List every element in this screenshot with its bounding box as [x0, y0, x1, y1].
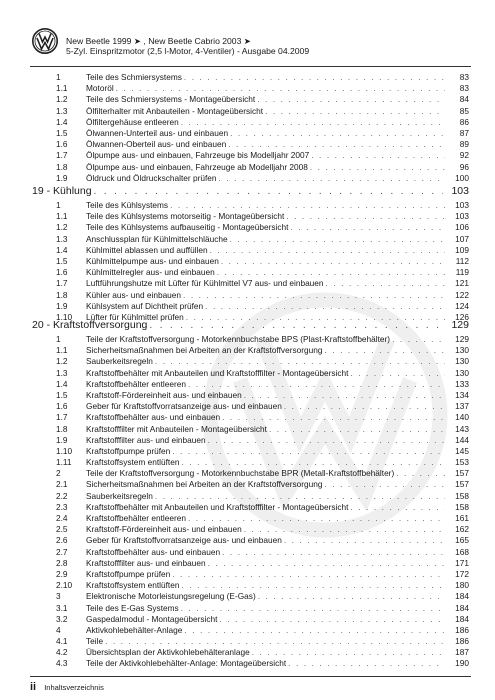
- entry-title: Kraftstoffbehälter entleeren: [86, 378, 186, 389]
- entry-page: 124: [455, 300, 469, 311]
- entry-number: 2.2: [56, 490, 68, 501]
- vw-logo-icon: [32, 28, 58, 54]
- entry-number: 1.6: [56, 139, 68, 150]
- header-line-2: 5-Zyl. Einspritzmotor (2,5 l-Motor, 4-Ventiler) - Ausgabe 04.2009: [66, 46, 310, 56]
- entry-title: Geber für Kraftstoffvorratsanzeige aus- und einbauen: [86, 401, 282, 412]
- leader-dots: [284, 535, 445, 546]
- leader-dots: [230, 234, 445, 245]
- toc-entry[interactable]: [56, 513, 469, 524]
- leader-dots: [350, 502, 445, 513]
- toc-entry[interactable]: [56, 234, 469, 245]
- leader-dots: [326, 278, 445, 289]
- entry-number: 3.2: [56, 613, 68, 624]
- toc-entry[interactable]: [56, 222, 469, 233]
- toc-entry[interactable]: [56, 94, 469, 105]
- toc-entry[interactable]: [56, 278, 469, 289]
- entry-page: 162: [455, 524, 469, 535]
- leader-dots: [222, 412, 445, 423]
- toc-entry[interactable]: [56, 603, 469, 614]
- entry-title: Kraftstoffsystem entlüften: [86, 580, 180, 591]
- entry-page: 158: [455, 501, 469, 512]
- entry-number: 4.2: [56, 647, 68, 658]
- chapter-page: 103: [451, 185, 469, 197]
- entry-number: 1.4: [56, 116, 68, 127]
- toc-entry[interactable]: [56, 446, 469, 457]
- chapter-title: 19 - Kühlung: [32, 185, 92, 197]
- page-footer: [30, 681, 104, 693]
- entry-title: Sauberkeitsregeln: [86, 356, 153, 367]
- leader-dots: [350, 368, 445, 379]
- toc-entry[interactable]: [56, 569, 469, 580]
- entry-page: 103: [455, 200, 469, 210]
- entry-title: Geber für Kraftstoffvorratsanzeige aus- und einbauen: [86, 535, 282, 546]
- entry-title: Ölpumpe aus- und einbauen, Fahrzeuge ab Modelljahr 2008: [86, 161, 308, 172]
- entry-page: 172: [455, 568, 469, 579]
- leader-dots: [155, 356, 445, 367]
- entry-number: 1.1: [56, 345, 68, 356]
- entry-title: Ölfiltergehäuse entleeren: [86, 116, 179, 127]
- entry-number: 4.1: [56, 636, 68, 647]
- toc-entry[interactable]: [56, 535, 469, 546]
- toc-entry[interactable]: [56, 636, 469, 647]
- leader-dots: [208, 435, 445, 446]
- entry-title: Ölfilterhalter mit Anbauteilen - Montageübersicht: [86, 105, 264, 116]
- entry-page: 184: [455, 613, 469, 624]
- entry-page: 157: [455, 479, 469, 490]
- entry-number: 1.10: [56, 311, 73, 322]
- leader-dots: [181, 580, 445, 591]
- entry-page: 161: [455, 513, 469, 523]
- entry-title: Kraftstoff-Fördereinheit aus- und einbauen: [86, 524, 242, 535]
- toc-entry[interactable]: [56, 647, 469, 658]
- entry-number: 2.3: [56, 501, 68, 512]
- leader-dots: [252, 647, 445, 658]
- toc-entry[interactable]: [56, 117, 469, 128]
- entry-page: 109: [455, 244, 469, 255]
- entry-number: 2: [56, 468, 61, 479]
- leader-dots: [257, 94, 445, 105]
- entry-title: Sicherheitsmaßnahmen bei Arbeiten an der Kraftstoffversorgung: [86, 345, 323, 356]
- entry-page: 84: [459, 94, 469, 105]
- chapter-20-entry[interactable]: [32, 318, 469, 332]
- entry-number: 1.1: [56, 211, 68, 222]
- entry-title: Luftführungshutze mit Lüfter für Kühlmittel V7 aus- und einbauen: [86, 278, 324, 289]
- entry-page: 126: [455, 311, 469, 322]
- entry-number: 1.7: [56, 412, 68, 423]
- toc-entry[interactable]: [56, 245, 469, 256]
- entry-title: Kraftstoffsystem entlüften: [86, 457, 180, 468]
- entry-title: Kühlsystem auf Dichtheit prüfen: [86, 300, 204, 311]
- leader-dots: [210, 245, 445, 256]
- toc-section-schmiersystem: [56, 72, 469, 184]
- entry-title: Teile des Kühlsystems motorseitig - Montageübersicht: [86, 211, 285, 222]
- entry-page: 107: [455, 233, 469, 244]
- entry-number: 1.3: [56, 233, 68, 244]
- toc-entry[interactable]: [56, 580, 469, 591]
- entry-page: 153: [455, 457, 469, 468]
- toc-entry[interactable]: [56, 128, 469, 139]
- toc-entry[interactable]: [56, 502, 469, 513]
- entry-number: 2.4: [56, 513, 68, 523]
- entry-title: Kraftstoffpumpe prüfen: [86, 568, 171, 579]
- toc-entry[interactable]: [56, 173, 469, 184]
- toc-entry[interactable]: [56, 625, 469, 636]
- toc-entry[interactable]: [56, 524, 469, 535]
- toc-entry[interactable]: [56, 211, 469, 222]
- entry-page: 100: [455, 172, 469, 183]
- entry-title: Kraftstoffbehälter mit Anbauteilen und Kraftstofffilter - Montageübersicht: [86, 501, 349, 512]
- entry-title: Kraftstoffbehälter entleeren: [86, 513, 186, 523]
- entry-page: 171: [455, 557, 469, 568]
- entry-number: 1.5: [56, 389, 68, 400]
- toc-section-kuehlung: [56, 200, 469, 323]
- entry-title: Kraftstoffbehälter aus- und einbauen: [86, 546, 221, 557]
- entry-title: Kühler aus- und einbauen: [86, 289, 182, 300]
- entry-number: 2.8: [56, 557, 68, 568]
- entry-page: 92: [459, 150, 469, 161]
- entry-page: 106: [455, 222, 469, 233]
- toc-entry[interactable]: [56, 267, 469, 278]
- chapter-19-entry[interactable]: [32, 184, 469, 198]
- entry-title: Ölpumpe aus- und einbauen, Fahrzeuge bis Modelljahr 2007: [86, 150, 310, 161]
- entry-number: 1.9: [56, 172, 68, 183]
- entry-title: Kraftstofffilter aus- und einbauen: [86, 434, 206, 445]
- entry-title: Öldruck und Öldruckschalter prüfen: [86, 172, 217, 183]
- leader-dots: [324, 345, 445, 356]
- entry-page: 119: [455, 267, 469, 278]
- leader-dots: [170, 200, 445, 211]
- toc-entry[interactable]: [56, 345, 469, 356]
- entry-page: 140: [455, 412, 469, 423]
- leader-dots: [286, 211, 445, 222]
- leader-dots: [219, 173, 445, 184]
- entry-number: 3: [56, 591, 61, 602]
- toc-entry[interactable]: [56, 334, 469, 345]
- entry-title: Gaspedalmodul - Montageübersicht: [86, 613, 218, 624]
- entry-title: Sicherheitsmaßnahmen bei Arbeiten an der Kraftstoffversorgung: [86, 479, 323, 490]
- entry-page: 89: [459, 139, 469, 150]
- toc-entry[interactable]: [56, 139, 469, 150]
- entry-page: 83: [459, 72, 469, 82]
- entry-page: 83: [459, 83, 469, 94]
- leader-dots: [284, 401, 445, 412]
- entry-page: 184: [455, 591, 469, 602]
- toc-entry[interactable]: [56, 200, 469, 211]
- entry-title: Teile des Schmiersystems - Montageübersicht: [86, 94, 256, 105]
- entry-title: Kühlmittel ablassen und auffüllen: [86, 244, 208, 255]
- entry-title: Sauberkeitsregeln: [86, 490, 153, 501]
- toc-entry[interactable]: [56, 256, 469, 267]
- toc-entry[interactable]: [56, 479, 469, 490]
- leader-dots: [258, 591, 445, 602]
- entry-title: Kraftstoffbehälter aus- und einbauen: [86, 412, 221, 423]
- entry-title: Kühlmittelpumpe aus- und einbauen: [86, 255, 219, 266]
- entry-page: 157: [455, 468, 469, 479]
- entry-title: Teile des Kühlsystems: [86, 200, 169, 210]
- toc-entry[interactable]: [56, 390, 469, 401]
- toc-entry[interactable]: [56, 591, 469, 602]
- entry-number: 1: [56, 72, 61, 82]
- toc-entry[interactable]: [56, 162, 469, 173]
- leader-dots: [222, 547, 445, 558]
- header-rule: [30, 66, 471, 67]
- entry-title: Teile der Aktivkohlebehälter-Anlage: Montageübersicht: [86, 658, 287, 669]
- entry-page: 122: [455, 289, 469, 300]
- entry-number: 1.1: [56, 83, 68, 94]
- entry-title: Teile des Schmiersystems: [86, 72, 182, 82]
- entry-page: 133: [455, 378, 469, 389]
- entry-page: 130: [455, 345, 469, 356]
- entry-title: Teile: [86, 636, 104, 647]
- toc-entry[interactable]: [56, 106, 469, 117]
- toc-entry[interactable]: [56, 435, 469, 446]
- toc-section-kraftstoffversorgung: [56, 334, 469, 670]
- leader-dots: [219, 614, 445, 625]
- leader-dots: [208, 558, 445, 569]
- entry-page: 186: [455, 624, 469, 635]
- entry-page: 129: [455, 334, 469, 344]
- leader-dots: [228, 139, 445, 150]
- entry-page: 86: [459, 116, 469, 127]
- entry-number: 1.4: [56, 378, 68, 389]
- toc-entry[interactable]: [56, 468, 469, 479]
- entry-title: Lüfter für Kühlmittel prüfen: [86, 311, 184, 322]
- chapter-page: 129: [451, 319, 469, 331]
- leader-dots: [172, 569, 445, 580]
- entry-number: 1.5: [56, 127, 68, 138]
- leader-dots: [244, 390, 445, 401]
- entry-number: 1: [56, 334, 61, 344]
- toc-entry[interactable]: [56, 290, 469, 301]
- entry-number: 2.9: [56, 568, 68, 579]
- leader-dots: [172, 446, 445, 457]
- entry-page: 96: [459, 161, 469, 172]
- footer-rule: [30, 676, 471, 677]
- entry-number: 2.7: [56, 546, 68, 557]
- entry-title: Kühlmittelregler aus- und einbauen: [86, 267, 215, 278]
- entry-title: Anschlussplan für Kühlmittelschläuche: [86, 233, 228, 244]
- entry-page: 184: [455, 602, 469, 613]
- entry-title: Teile der Kraftstoffversorgung - Motorkennbuchstabe BPR (Metall-Kraftstoffbehälter): [86, 468, 395, 479]
- entry-number: 4.3: [56, 658, 68, 669]
- toc-entry[interactable]: [56, 412, 469, 423]
- leader-dots: [116, 83, 445, 94]
- entry-number: 1.10: [56, 445, 73, 456]
- entry-number: 3.1: [56, 602, 68, 613]
- leader-dots: [181, 603, 445, 614]
- entry-page: 130: [455, 356, 469, 367]
- toc-entry[interactable]: [56, 83, 469, 94]
- leader-dots: [155, 491, 445, 502]
- toc-entry[interactable]: [56, 368, 469, 379]
- toc-entry[interactable]: [56, 301, 469, 312]
- chapter-title: 20 - Kraftstoffversorgung: [32, 319, 148, 331]
- toc-entry[interactable]: [56, 150, 469, 161]
- leader-dots: [324, 479, 445, 490]
- entry-number: 4: [56, 624, 61, 635]
- entry-title: Aktivkohlebehälter-Anlage: [86, 624, 183, 635]
- leader-dots: [221, 256, 445, 267]
- toc-entry[interactable]: [56, 491, 469, 502]
- leader-dots: [396, 468, 445, 479]
- document-header: [30, 28, 470, 66]
- entry-page: 87: [459, 127, 469, 138]
- entry-number: 2.6: [56, 535, 68, 546]
- entry-page: 145: [455, 445, 469, 456]
- entry-number: 1.9: [56, 434, 68, 445]
- toc-entry[interactable]: [56, 658, 469, 669]
- entry-number: 2.10: [56, 580, 73, 591]
- entry-number: 1.4: [56, 244, 68, 255]
- leader-dots: [188, 379, 445, 390]
- entry-page: 134: [455, 389, 469, 400]
- leader-dots: [311, 150, 445, 161]
- leader-dots: [230, 128, 445, 139]
- toc-entry[interactable]: [56, 614, 469, 625]
- toc-entry[interactable]: [56, 379, 469, 390]
- entry-page: 112: [455, 255, 469, 266]
- toc-entry[interactable]: [56, 401, 469, 412]
- footer-page-number: ii: [30, 681, 37, 693]
- entry-title: Teile des Kühlsystems aufbauseitig - Montageübersicht: [86, 222, 289, 233]
- leader-dots: [269, 424, 445, 435]
- entry-page: 137: [455, 401, 469, 412]
- entry-number: 1.6: [56, 401, 68, 412]
- entry-number: 1.3: [56, 367, 68, 378]
- footer-label: Inhaltsverzeichnis: [44, 683, 104, 692]
- entry-page: 187: [455, 647, 469, 658]
- entry-title: Übersichtsplan der Aktivkohlebehälteranlage: [86, 647, 250, 658]
- leader-dots: [184, 72, 445, 83]
- leader-dots: [288, 658, 445, 669]
- entry-number: 1.8: [56, 161, 68, 172]
- entry-number: 1.3: [56, 105, 68, 116]
- entry-page: 143: [455, 423, 469, 434]
- entry-page: 190: [455, 658, 469, 669]
- toc-entry[interactable]: [56, 547, 469, 558]
- entry-title: Motoröl: [86, 83, 114, 94]
- entry-number: 1.8: [56, 289, 68, 300]
- entry-page: 144: [455, 434, 469, 445]
- entry-number: 2.5: [56, 524, 68, 535]
- leader-dots: [184, 625, 445, 636]
- entry-number: 1: [56, 200, 61, 210]
- entry-page: 168: [455, 546, 469, 557]
- leader-dots: [244, 524, 445, 535]
- toc-entry[interactable]: [56, 457, 469, 468]
- leader-dots: [290, 222, 445, 233]
- entry-title: Ölwannen-Oberteil aus- und einbauen: [86, 139, 227, 150]
- leader-dots: [181, 457, 445, 468]
- entry-page: 85: [459, 105, 469, 116]
- entry-number: 1.11: [56, 457, 72, 468]
- leader-dots: [392, 334, 445, 345]
- entry-number: 1.7: [56, 278, 68, 289]
- entry-number: 1.5: [56, 255, 68, 266]
- toc-entry[interactable]: [56, 558, 469, 569]
- entry-page: 180: [455, 580, 469, 591]
- leader-dots: [149, 318, 443, 332]
- leader-dots: [181, 117, 445, 128]
- entry-title: Kraftstoff-Fördereinheit aus- und einbauen: [86, 389, 242, 400]
- entry-title: Ölwannen-Unterteil aus- und einbauen: [86, 127, 229, 138]
- toc-entry[interactable]: [56, 356, 469, 367]
- entry-number: 1.2: [56, 222, 68, 233]
- entry-number: 1.2: [56, 94, 68, 105]
- entry-number: 2.1: [56, 479, 68, 490]
- leader-dots: [310, 162, 445, 173]
- entry-number: 1.6: [56, 267, 68, 278]
- entry-number: 1.9: [56, 300, 68, 311]
- entry-number: 1.2: [56, 356, 68, 367]
- entry-page: 121: [455, 278, 469, 289]
- leader-dots: [217, 267, 445, 278]
- entry-title: Elektronische Motorleistungsregelung (E-Gas): [86, 591, 256, 602]
- entry-title: Kraftstofffilter aus- und einbauen: [86, 557, 206, 568]
- leader-dots: [94, 184, 443, 198]
- toc-entry[interactable]: [56, 424, 469, 435]
- leader-dots: [265, 106, 445, 117]
- entry-page: 186: [455, 636, 469, 647]
- entry-title: Teile der Kraftstoffversorgung - Motorkennbuchstabe BPS (Plast-Kraftstoffbehälter): [86, 334, 391, 344]
- entry-title: Kraftstoffbehälter mit Anbauteilen und Kraftstofffilter - Montageübersicht: [86, 367, 349, 378]
- header-line-1: New Beetle 1999 ➤ , New Beetle Cabrio 2003 ➤: [66, 36, 251, 46]
- entry-title: Kraftstoffpumpe prüfen: [86, 445, 171, 456]
- entry-title: Kraftstofffilter mit Anbauteilen - Montageübersicht: [86, 423, 267, 434]
- entry-title: Teile des E-Gas Systems: [86, 602, 179, 613]
- toc-entry[interactable]: [56, 72, 469, 83]
- entry-page: 158: [455, 490, 469, 501]
- entry-number: 1.8: [56, 423, 68, 434]
- leader-dots: [188, 513, 445, 524]
- entry-page: 165: [455, 535, 469, 546]
- entry-page: 103: [455, 211, 469, 222]
- entry-number: 1.7: [56, 150, 68, 161]
- leader-dots: [183, 290, 445, 301]
- leader-dots: [205, 301, 445, 312]
- entry-page: 130: [455, 367, 469, 378]
- leader-dots: [105, 636, 445, 647]
